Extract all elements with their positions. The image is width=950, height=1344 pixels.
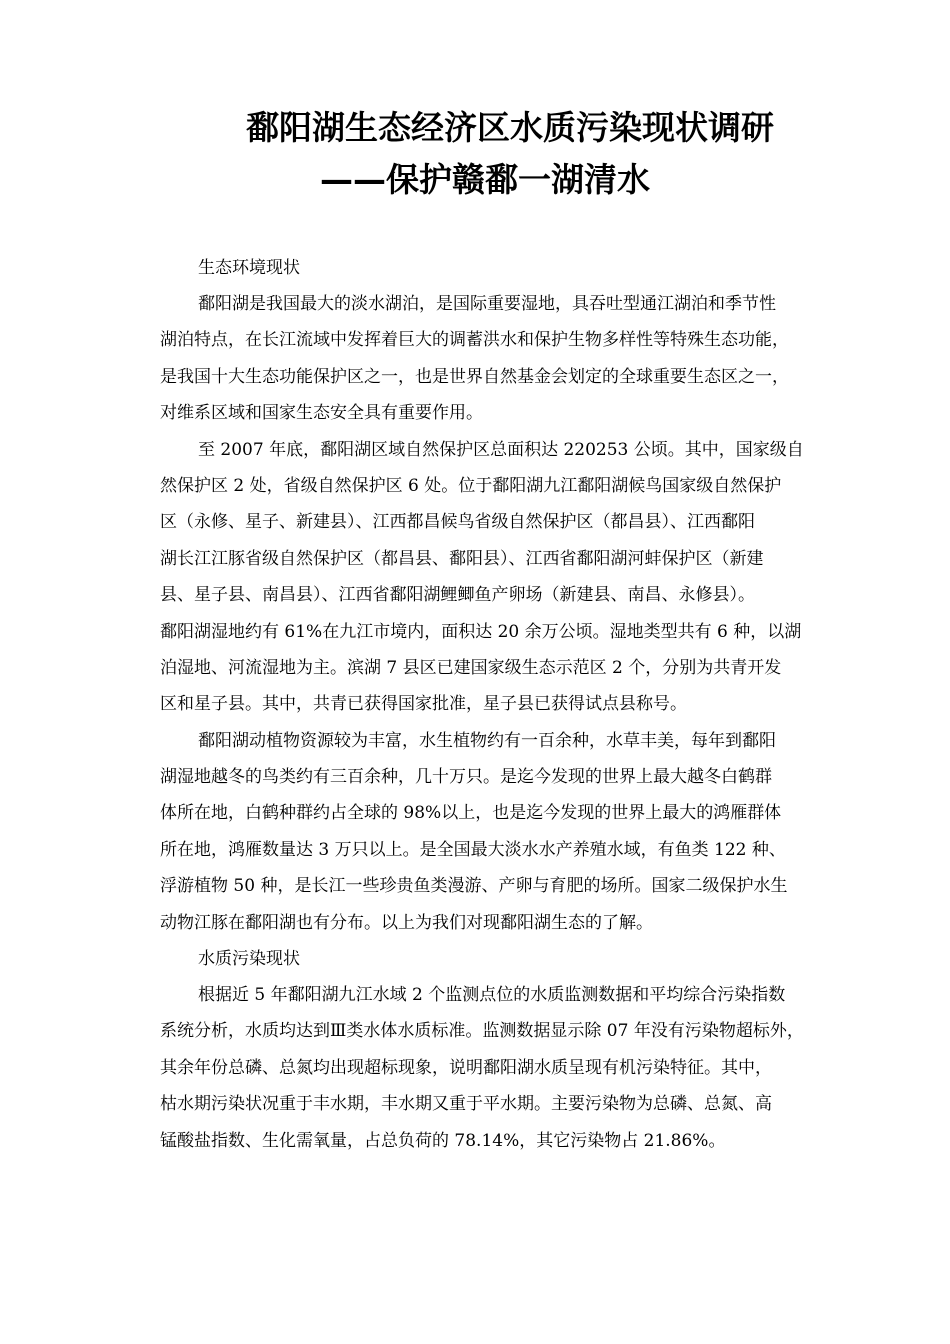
text-line: 对维系区域和国家生态安全具有重要作用。 bbox=[160, 403, 483, 424]
text-line: 湖湿地越冬的鸟类约有三百余种，几十万只。是迄今发现的世界上最大越冬白鹤群 bbox=[160, 767, 772, 788]
text-line: 锰酸盐指数、生化需氧量，占总负荷的 78.14%，其它污染物占 21.86%。 bbox=[160, 1130, 726, 1151]
text-line: 湖泊特点，在长江流域中发挥着巨大的调蓄洪水和保护生物多样性等特殊生态功能， bbox=[160, 330, 789, 351]
text-line: 所在地，鸿雁数量达 3 万只以上。是全国最大淡水水产养殖水域，有鱼类 122 种、 bbox=[160, 839, 786, 860]
document-body bbox=[160, 250, 860, 1159]
paragraph bbox=[160, 432, 860, 723]
text-line: 然保护区 2 处，省级自然保护区 6 处。位于鄱阳湖九江鄱阳湖候鸟国家级自然保护 bbox=[160, 475, 782, 496]
text-line: 枯水期污染状况重于丰水期，丰水期又重于平水期。主要污染物为总磷、总氮、高 bbox=[160, 1094, 772, 1115]
text-line: 泊湿地、河流湿地为主。滨湖 7 县区已建国家级生态示范区 2 个，分别为共青开发 bbox=[160, 657, 782, 678]
text-line: 其余年份总磷、总氮均出现超标现象，说明鄱阳湖水质呈现有机污染特征。其中， bbox=[160, 1057, 772, 1078]
paragraph bbox=[160, 286, 860, 432]
text-line: 鄱阳湖是我国最大的淡水湖泊，是国际重要湿地，具吞吐型通江湖泊和季节性 bbox=[198, 294, 776, 314]
text-line: 湖长江江豚省级自然保护区（都昌县、鄱阳县）、江西省鄱阳湖河蚌保护区（新建 bbox=[160, 548, 764, 569]
text-line: 体所在地，白鹤种群约占全球的 98%以上，也是迄今发现的世界上最大的鸿雁群体 bbox=[160, 803, 782, 824]
text-line: 动物江豚在鄱阳湖也有分布。以上为我们对现鄱阳湖生态的了解。 bbox=[160, 912, 653, 933]
text-line: 区和星子县。其中，共青已获得国家批准，星子县已获得试点县称号。 bbox=[160, 694, 687, 715]
paragraph bbox=[160, 723, 860, 941]
text-line: 鄱阳湖动植物资源较为丰富，水生植物约有一百余种，水草丰美，每年到鄱阳 bbox=[198, 730, 776, 751]
section-heading: 生态环境现状 bbox=[198, 258, 300, 278]
text-line: 根据近 5 年鄱阳湖九江水域 2 个监测点位的水质监测数据和平均综合污染指数 bbox=[198, 985, 786, 1006]
text-line: 系统分析，水质均达到Ⅲ类水体水质标准。监测数据显示除 07 年没有污染物超标外， bbox=[160, 1021, 804, 1042]
document-subtitle: ——保护赣鄱一湖清水 bbox=[320, 160, 650, 199]
text-line: 县、星子县、南昌县）、江西省鄱阳湖鲤鲫鱼产卵场（新建县、南昌、永修县）。 bbox=[160, 585, 755, 606]
text-line: 浮游植物 50 种，是长江一些珍贵鱼类漫游、产卵与育肥的场所。国家二级保护水生 bbox=[160, 876, 788, 897]
text-line: 鄱阳湖湿地约有 61%在九江市境内，面积达 20 余万公顷。湿地类型共有 6 种，以湖 bbox=[160, 621, 802, 642]
section-heading: 水质污染现状 bbox=[198, 949, 300, 970]
text-line: 是我国十大生态功能保护区之一，也是世界自然基金会划定的全球重要生态区之一， bbox=[160, 366, 789, 387]
document-title: 鄱阳湖生态经济区水质污染现状调研 bbox=[246, 108, 774, 147]
paragraph bbox=[160, 977, 860, 1159]
text-line: 区（永修、星子、新建县）、江西都昌候鸟省级自然保护区（都昌县）、江西鄱阳 bbox=[160, 512, 755, 533]
text-line: 至 2007 年底，鄱阳湖区域自然保护区总面积达 220253 公顷。其中，国家级自 bbox=[198, 439, 804, 460]
